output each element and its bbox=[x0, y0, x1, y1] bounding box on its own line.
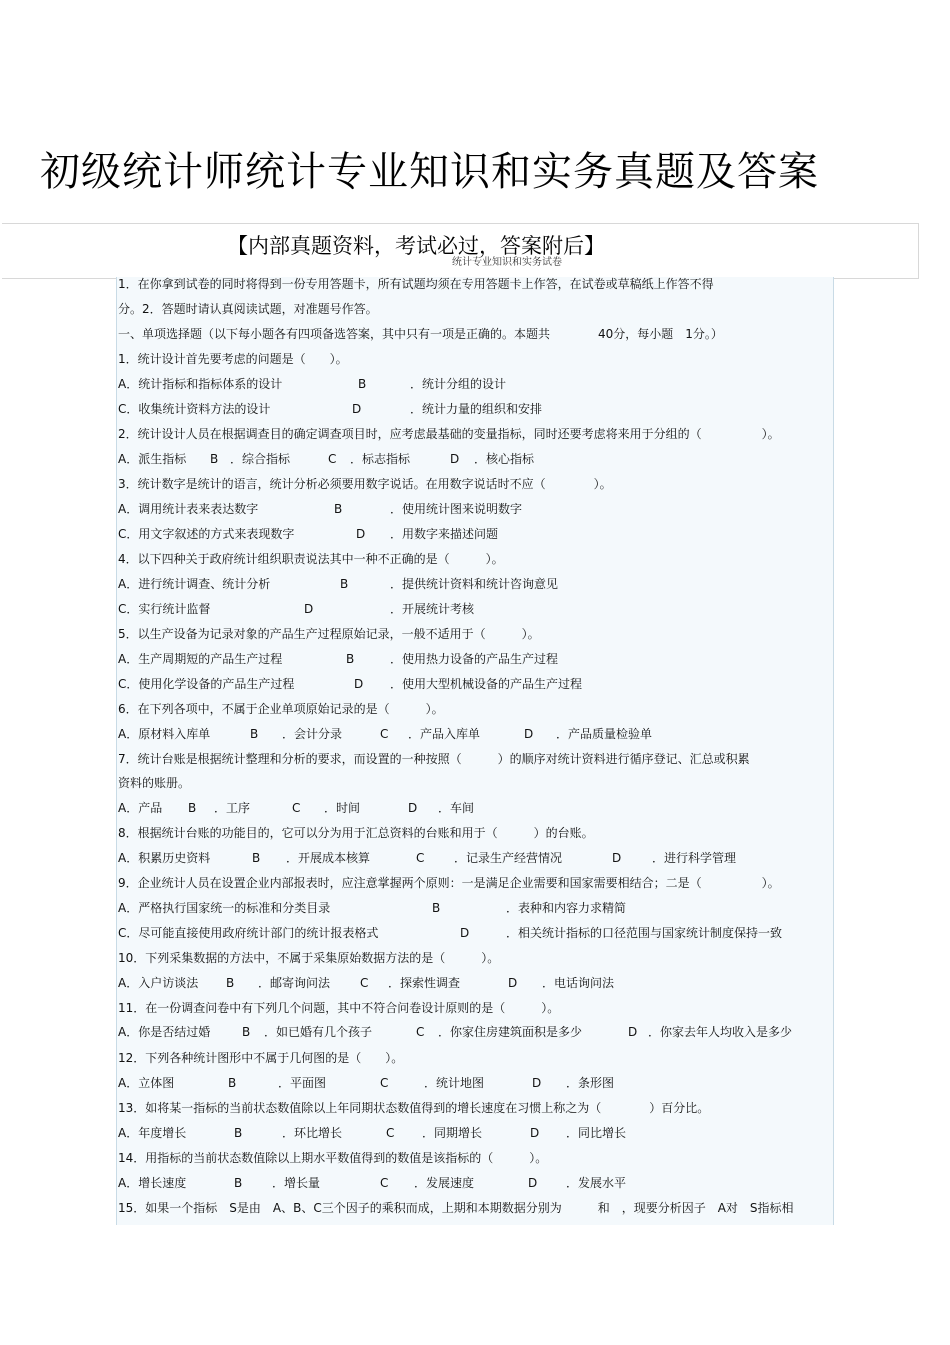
option-c-letter: C bbox=[416, 851, 425, 865]
question-6: 6．在下列各项中，不属于企业单项原始记录的是（ ）。 bbox=[118, 702, 444, 716]
q5-options-ab bbox=[118, 651, 838, 667]
q4-options-ab bbox=[118, 576, 838, 592]
q5-options-cd bbox=[118, 676, 838, 692]
q6-options bbox=[118, 726, 838, 742]
option-c: C．实行统计监督 bbox=[118, 602, 211, 616]
option-b: ．使用热力设备的产品生产过程 bbox=[390, 652, 559, 666]
option-c-letter: C bbox=[380, 727, 389, 741]
option-b-letter: B bbox=[252, 851, 261, 865]
q12-options bbox=[118, 1075, 838, 1091]
question-13: 13．如将某一指标的当前状态数值除以上年同期状态数值得到的增长速度在习惯上称之为（ ）百分比。 bbox=[118, 1101, 710, 1115]
question-7: 7．统计台账是根据统计整理和分析的要求，而设置的一种按照（ ）的顺序对统计资料进行循序登记、汇总或积累 bbox=[118, 752, 750, 766]
option-d-letter: D bbox=[612, 851, 622, 865]
option-d: ．电话询问法 bbox=[542, 976, 615, 990]
option-a: A．立体图 bbox=[118, 1076, 175, 1090]
option-d: ．使用大型机械设备的产品生产过程 bbox=[390, 677, 583, 691]
option-d-letter: D bbox=[528, 1176, 538, 1190]
option-b: ．统计分组的设计 bbox=[410, 377, 507, 391]
q14-options bbox=[118, 1175, 838, 1191]
question-8: 8．根据统计台账的功能目的，它可以分为用于汇总资料的台账和用于（ ）的台账。 bbox=[118, 826, 594, 840]
q9-options-cd bbox=[118, 925, 838, 941]
option-d: ．进行科学管理 bbox=[652, 851, 737, 865]
question-15: 15．如果一个指标 S是由 A、B、C三个因子的乘积而成，上期和本期数据分别为 和 ，现要分析因子 A对 S指标相 bbox=[118, 1201, 794, 1215]
q13-options bbox=[118, 1125, 838, 1141]
option-b: ．综合指标 bbox=[230, 452, 291, 466]
option-d-letter: D bbox=[628, 1025, 638, 1039]
option-c-letter: C bbox=[380, 1076, 389, 1090]
option-b: ．会计分录 bbox=[282, 727, 343, 741]
instruction-line-2: 分。2．答题时请认真阅读试题，对准题号作答。 bbox=[118, 302, 378, 316]
question-10: 10．下列采集数据的方法中，不属于采集原始数据方法的是（ ）。 bbox=[118, 951, 500, 965]
option-d-letter: D bbox=[532, 1076, 542, 1090]
section-heading: 一、单项选择题（以下每小题各有四项备选答案，其中只有一项是正确的。本题共 40分，每小题 1分。） bbox=[118, 327, 723, 341]
option-b-letter: B bbox=[228, 1076, 237, 1090]
q4-options-cd bbox=[118, 601, 838, 617]
option-a: A．积累历史资料 bbox=[118, 851, 211, 865]
option-d-letter: D bbox=[530, 1126, 540, 1140]
option-d: ．你家去年人均收入是多少 bbox=[648, 1025, 793, 1039]
running-header: 统计专业知识和实务试卷 bbox=[452, 257, 562, 268]
q2-options bbox=[118, 451, 838, 467]
option-d-letter: D bbox=[524, 727, 534, 741]
q3-options-cd bbox=[118, 526, 838, 542]
option-b-letter: B bbox=[226, 976, 235, 990]
option-b: ．工序 bbox=[214, 801, 251, 815]
option-c: ．统计地图 bbox=[424, 1076, 485, 1090]
option-b: ．邮寄询问法 bbox=[258, 976, 331, 990]
question-7-cont: 资料的账册。 bbox=[118, 776, 191, 790]
q10-options bbox=[118, 975, 838, 991]
option-c: ．探索性调查 bbox=[388, 976, 461, 990]
question-4: 4．以下四种关于政府统计组织职责说法其中一种不正确的是（ ）。 bbox=[118, 552, 504, 566]
option-c-letter: C bbox=[386, 1126, 395, 1140]
option-d: ．相关统计指标的口径范围与国家统计制度保持一致 bbox=[506, 926, 783, 940]
option-b-letter: B bbox=[346, 652, 355, 666]
option-c-letter: C bbox=[292, 801, 301, 815]
option-c: ．标志指标 bbox=[350, 452, 411, 466]
question-1: 1．统计设计首先要考虑的问题是（ ）。 bbox=[118, 352, 348, 366]
option-d-letter: D bbox=[408, 801, 418, 815]
option-a: A．生产周期短的产品生产过程 bbox=[118, 652, 283, 666]
option-b: ．如已婚有几个孩子 bbox=[264, 1025, 373, 1039]
option-b-letter: B bbox=[340, 577, 349, 591]
option-c: ．记录生产经营情况 bbox=[454, 851, 563, 865]
option-a: A．原材料入库单 bbox=[118, 727, 211, 741]
option-c: C．收集统计资料方法的设计 bbox=[118, 402, 271, 416]
option-b: ．使用统计图来说明数字 bbox=[390, 502, 523, 516]
option-d: ．核心指标 bbox=[474, 452, 535, 466]
option-b-letter: B bbox=[250, 727, 259, 741]
option-b: ．开展成本核算 bbox=[286, 851, 371, 865]
option-d-letter: D bbox=[450, 452, 460, 466]
option-c-letter: C bbox=[380, 1176, 389, 1190]
question-11: 11．在一份调查问卷中有下列几个问题，其中不符合问卷设计原则的是（ ）。 bbox=[118, 1001, 560, 1015]
option-a: A．入户访谈法 bbox=[118, 976, 199, 990]
option-b: ．增长量 bbox=[272, 1176, 321, 1190]
instruction-line-1: 1．在你拿到试卷的同时将得到一份专用答题卡，所有试题均须在专用答题卡上作答，在试卷或草稿纸上作答不得 bbox=[118, 277, 714, 291]
question-5: 5．以生产设备为记录对象的产品生产过程原始记录，一般不适用于（ ）。 bbox=[118, 627, 540, 641]
option-b-letter: B bbox=[432, 901, 441, 915]
question-2: 2．统计设计人员在根据调查目的确定调查项目时，应考虑最基础的变量指标，同时还要考虑将来用于分组的（ ）。 bbox=[118, 427, 780, 441]
q7-options bbox=[118, 800, 838, 816]
option-d: ．统计力量的组织和安排 bbox=[410, 402, 543, 416]
option-d-letter: D bbox=[304, 602, 314, 616]
question-12: 12．下列各种统计图形中不属于几何图的是（ ）。 bbox=[118, 1051, 404, 1065]
option-c: ．时间 bbox=[324, 801, 361, 815]
option-a: A．你是否结过婚 bbox=[118, 1025, 211, 1039]
option-d: ．开展统计考核 bbox=[390, 602, 475, 616]
question-14: 14．用指标的当前状态数值除以上期水平数值得到的数值是该指标的（ ）。 bbox=[118, 1151, 548, 1165]
option-d-letter: D bbox=[460, 926, 470, 940]
option-b-letter: B bbox=[188, 801, 197, 815]
option-d-letter: D bbox=[352, 402, 362, 416]
option-c: C．用文字叙述的方式来表现数字 bbox=[118, 527, 295, 541]
option-c-letter: C bbox=[360, 976, 369, 990]
option-b-letter: B bbox=[234, 1126, 243, 1140]
option-d: ．发展水平 bbox=[566, 1176, 627, 1190]
option-d-letter: D bbox=[354, 677, 364, 691]
banner-text: 【内部真题资料，考试必过，答案附后】 bbox=[227, 234, 605, 258]
question-3: 3．统计数字是统计的语言，统计分析必须要用数字说话。在用数字说话时不应（ ）。 bbox=[118, 477, 612, 491]
q9-options-ab bbox=[118, 900, 838, 916]
option-c: ．同期增长 bbox=[422, 1126, 483, 1140]
q1-options-ab bbox=[118, 376, 838, 392]
option-c: C．使用化学设备的产品生产过程 bbox=[118, 677, 295, 691]
option-b-letter: B bbox=[334, 502, 343, 516]
option-b: ．表种和内容力求精简 bbox=[506, 901, 627, 915]
q3-options-ab bbox=[118, 501, 838, 517]
option-b: ．提供统计资料和统计咨询意见 bbox=[390, 577, 559, 591]
option-d-letter: D bbox=[356, 527, 366, 541]
option-d: ．用数字来描述问题 bbox=[390, 527, 499, 541]
q1-options-cd bbox=[118, 401, 838, 417]
q11-options bbox=[118, 1024, 838, 1040]
option-a: A．年度增长 bbox=[118, 1126, 187, 1140]
option-c: ．产品入库单 bbox=[408, 727, 481, 741]
option-a: A．调用统计表来表达数字 bbox=[118, 502, 259, 516]
option-a: A．增长速度 bbox=[118, 1176, 187, 1190]
option-b-letter: B bbox=[242, 1025, 251, 1039]
document-title: 初级统计师统计专业知识和实务真题及答案 bbox=[40, 149, 819, 195]
option-a: A．统计指标和指标体系的设计 bbox=[118, 377, 283, 391]
option-d: ．产品质量检验单 bbox=[556, 727, 653, 741]
option-d: ．条形图 bbox=[566, 1076, 615, 1090]
option-c: ．你家住房建筑面积是多少 bbox=[438, 1025, 583, 1039]
option-a: A．派生指标 bbox=[118, 452, 187, 466]
option-b: ．环比增长 bbox=[282, 1126, 343, 1140]
option-b: ．平面图 bbox=[278, 1076, 327, 1090]
q8-options bbox=[118, 850, 838, 866]
option-c: ．发展速度 bbox=[414, 1176, 475, 1190]
option-a: A．产品 bbox=[118, 801, 163, 815]
option-b-letter: B bbox=[358, 377, 367, 391]
question-9: 9．企业统计人员在设置企业内部报表时，应注意掌握两个原则：一是满足企业需要和国家需要相结合；二是（ ）。 bbox=[118, 876, 780, 890]
option-c-letter: C bbox=[416, 1025, 425, 1039]
option-c-letter: C bbox=[328, 452, 337, 466]
option-c: C．尽可能直接使用政府统计部门的统计报表格式 bbox=[118, 926, 379, 940]
option-a: A．进行统计调查、统计分析 bbox=[118, 577, 271, 591]
option-d: ．车间 bbox=[438, 801, 475, 815]
option-b-letter: B bbox=[210, 452, 219, 466]
option-d-letter: D bbox=[508, 976, 518, 990]
option-d: ．同比增长 bbox=[566, 1126, 627, 1140]
option-b-letter: B bbox=[234, 1176, 243, 1190]
option-a: A．严格执行国家统一的标准和分类目录 bbox=[118, 901, 331, 915]
